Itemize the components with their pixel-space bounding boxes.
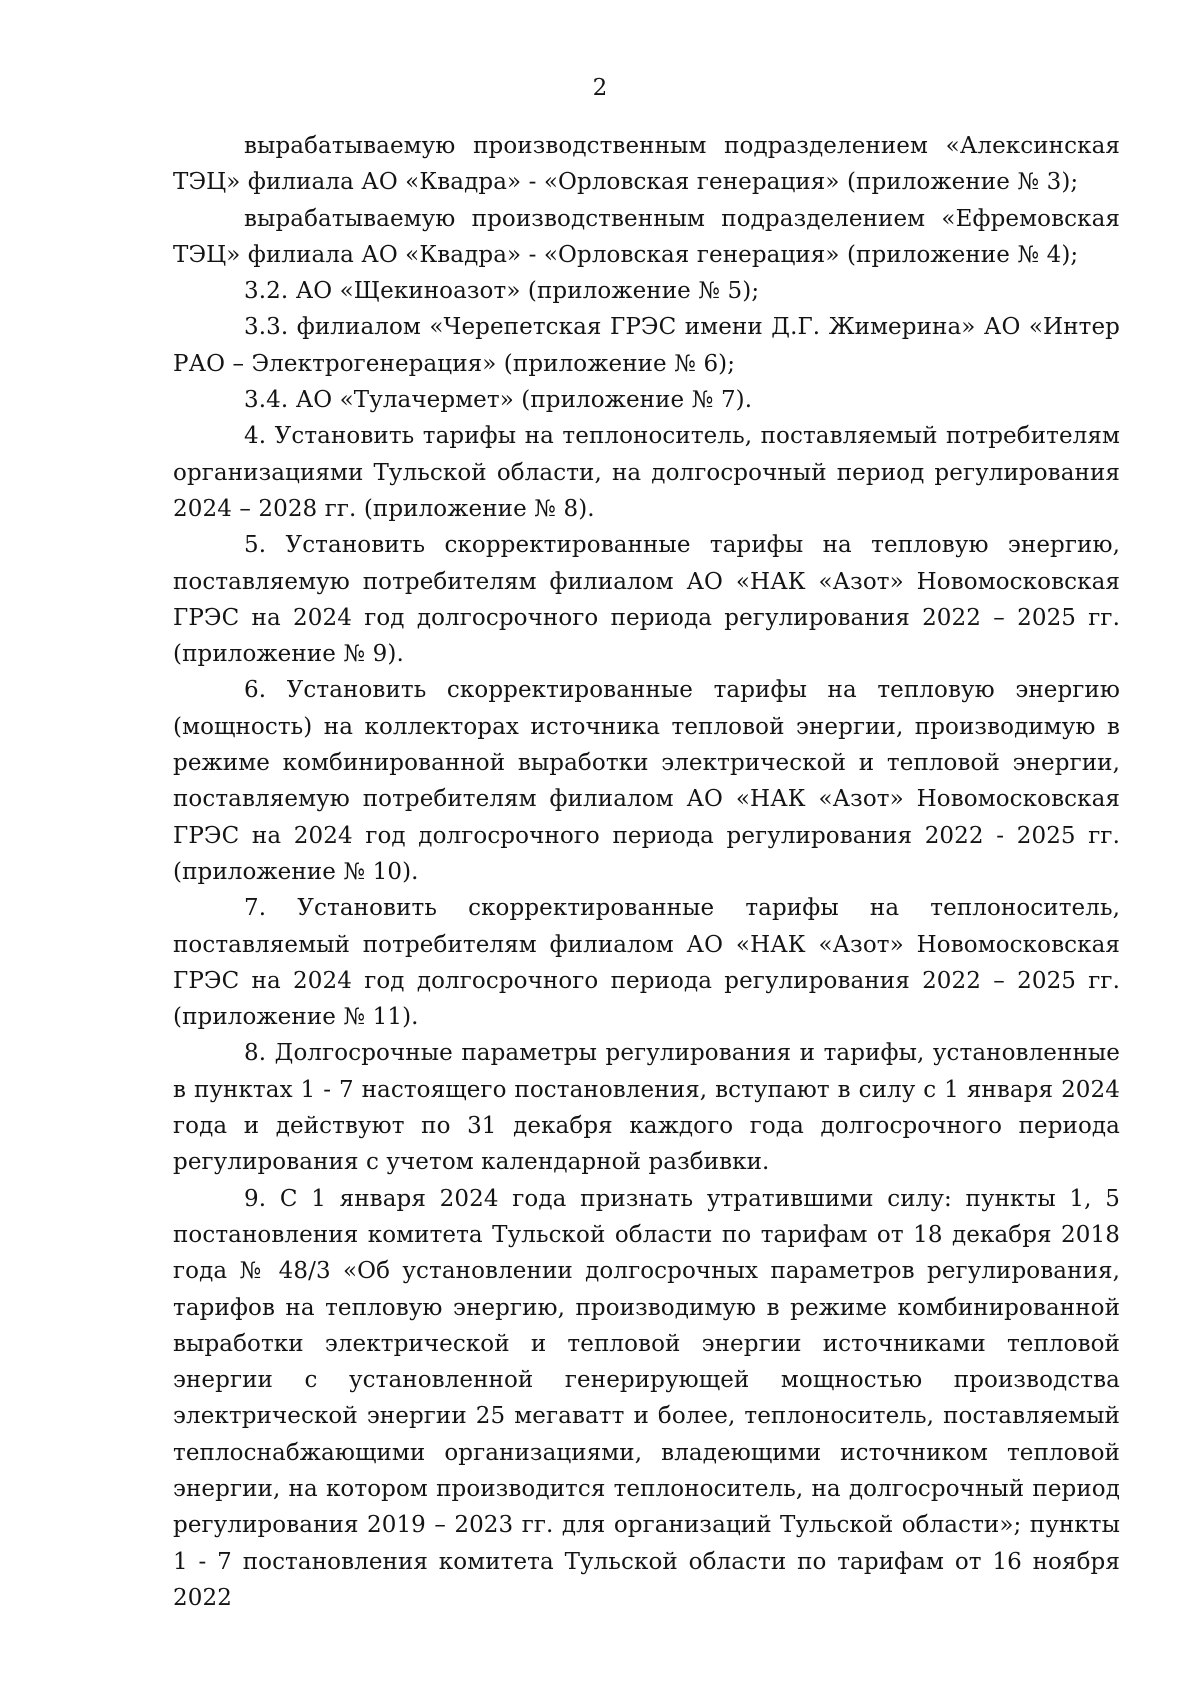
- paragraph-3-4: 3.4. АО «Тулачермет» (приложение № 7).: [244, 387, 753, 414]
- paragraph-4: 4. Установить тарифы на теплоноситель, поставляемый потребителям организациями Тульской области, на долгосрочный период регулирования 2024 – 2028 гг. (приложение № 8).: [173, 423, 1120, 522]
- paragraph-9: 9. С 1 января 2024 года признать утратившими силу: пункты 1, 5 постановления комитета Тульской области по тарифам от 18 декабря 2018 года № 48/3 «Об установлении долгосрочных параметров регулирования, тарифов на тепловую энергию, производимую в режиме комбинированной выработки электрической и тепловой энергии источниками тепловой энергии с установленной генерирующей мощностью производства электрической энергии 25 мегаватт и более, теплоноситель, поставляемый теплоснабжающими организациями, владеющими источником тепловой энергии, на котором производится теплоноситель, на долгосрочный период регулирования 2019 – 2023 гг. для организаций Тульской области»; пункты 1 - 7 постановления комитета Тульской области по тарифам от 16 ноября 2022: [173, 1185, 1120, 1611]
- page-number: 2: [592, 75, 608, 101]
- paragraph-aleksinskaya-tec: вырабатываемую производственным подразделением «Алексинская ТЭЦ» филиала АО «Квадра» - «Орловская генерация» (приложение № 3);: [173, 133, 1120, 196]
- paragraph-3-2: 3.2. АО «Щекиноазот» (приложение № 5);: [244, 278, 760, 305]
- paragraph-7: 7. Установить скорректированные тарифы на теплоноситель, поставляемый потребителям филиалом АО «НАК «Азот» Новомосковская ГРЭС на 2024 год долгосрочного периода регулирования 2022 – 2025 гг. (приложение № 11).: [173, 895, 1120, 1031]
- paragraph-3-3: 3.3. филиалом «Черепетская ГРЭС имени Д.Г. Жимерина» АО «Интер РАО – Электрогенерация» (приложение № 6);: [173, 314, 1120, 377]
- paragraph-efremovskaya-tec: вырабатываемую производственным подразделением «Ефремовская ТЭЦ» филиала АО «Квадра» - «Орловская генерация» (приложение № 4);: [173, 205, 1120, 268]
- paragraph-5: 5. Установить скорректированные тарифы на тепловую энергию, поставляемую потребителям филиалом АО «НАК «Азот» Новомосковская ГРЭС на 2024 год долгосрочного периода регулирования 2022 – 2025 гг. (приложение № 9).: [173, 532, 1120, 668]
- paragraph-8: 8. Долгосрочные параметры регулирования и тарифы, установленные в пунктах 1 - 7 настоящего постановления, вступают в силу с 1 января 2024 года и действуют по 31 декабря каждого года долгосрочного периода регулирования с учетом календарной разбивки.: [173, 1040, 1120, 1176]
- document-body: [173, 128, 1120, 1616]
- paragraph-6: 6. Установить скорректированные тарифы на тепловую энергию (мощность) на коллекторах источника тепловой энергии, производимую в режиме комбинированной выработки электрической и тепловой энергии, поставляемую потребителям филиалом АО «НАК «Азот» Новомосковская ГРЭС на 2024 год долгосрочного периода регулирования 2022 - 2025 гг. (приложение № 10).: [173, 677, 1120, 885]
